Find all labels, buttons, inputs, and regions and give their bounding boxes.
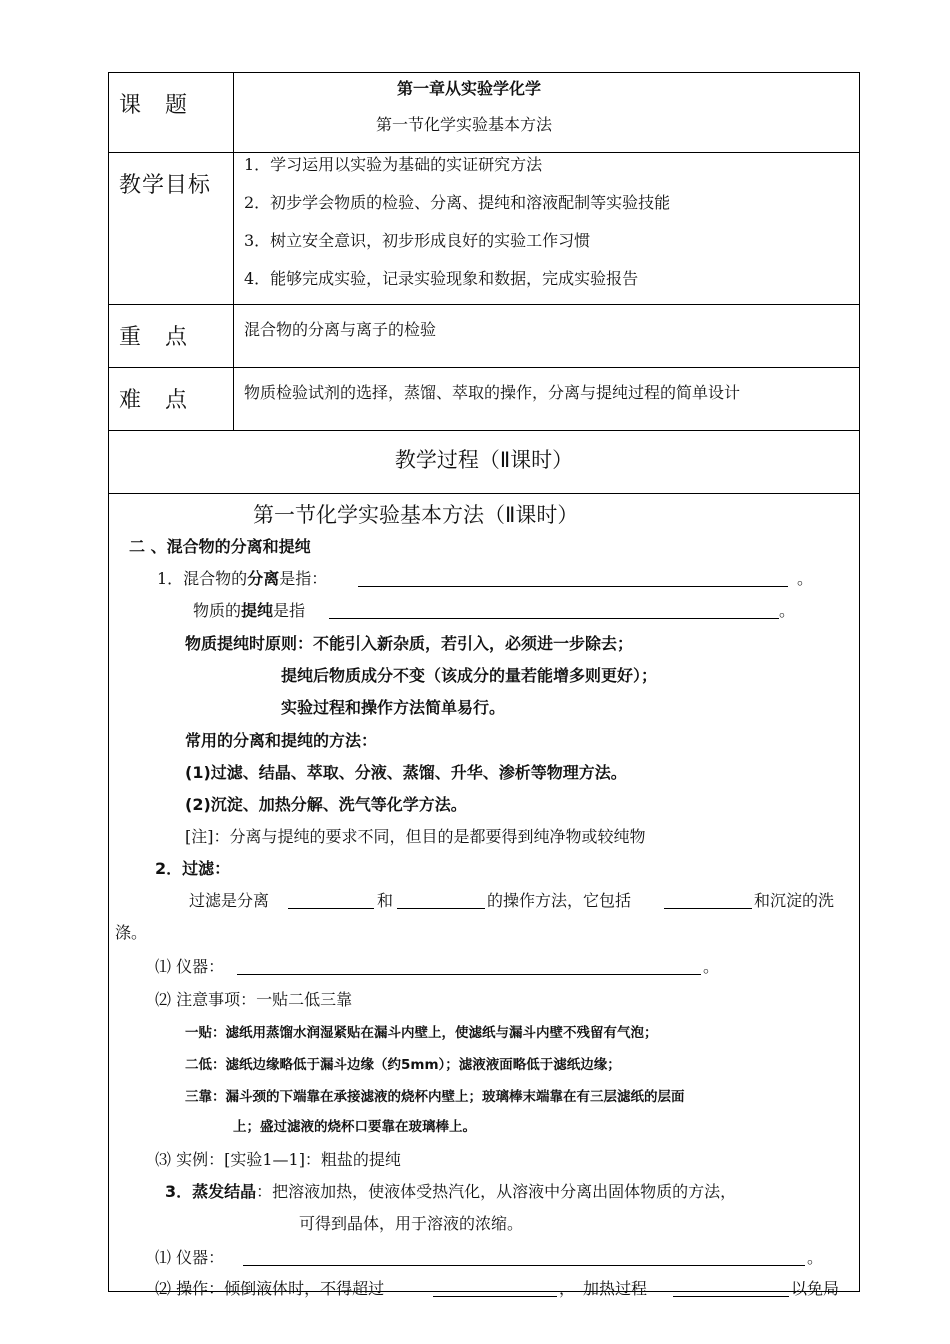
principle-line-3: 实验过程和操作方法简单易行。 xyxy=(281,698,506,717)
key-label-cell xyxy=(109,305,234,367)
filter-instrument-end: 。 xyxy=(703,957,720,976)
filter-blank-2 xyxy=(397,894,485,909)
part2-heading: 二 、混合物的分离和提纯 xyxy=(129,537,311,556)
def-pur-bold: 提纯 xyxy=(241,601,274,620)
lesson-plan-table xyxy=(108,72,860,1298)
evap-instrument-blank xyxy=(243,1251,805,1266)
methods-physical: (1)过滤、结晶、萃取、分液、蒸馏、升华、渗析等物理方法。 xyxy=(185,763,627,782)
methods-heading: 常用的分离和提纯的方法： xyxy=(185,731,378,750)
separation-definition xyxy=(157,569,327,589)
filter-text-a: 过滤是分离 xyxy=(189,891,270,910)
methods-chemical: (2)沉淀、加热分解、洗气等化学方法。 xyxy=(185,795,467,814)
objective-item: 1．学习运用以实验为基础的实证研究方法 xyxy=(244,155,543,174)
process-title: 教学过程（Ⅱ课时） xyxy=(394,448,574,472)
principle-line-2: 提纯后物质成分不变（该成分的量若能增多则更好）； xyxy=(281,666,658,685)
section-title: 第一节化学实验基本方法 xyxy=(376,115,553,134)
topic-label-cell xyxy=(109,73,234,152)
topic-content-cell xyxy=(234,73,859,152)
evap-bold: 蒸发结晶 xyxy=(192,1182,257,1201)
rule-yitie: 一贴：滤纸用蒸馏水润湿紧贴在漏斗内壁上，使滤纸与漏斗内壁不残留有气泡； xyxy=(185,1025,658,1041)
chapter-title: 第一章从实验学化学 xyxy=(397,79,542,98)
def-sep-bold: 分离 xyxy=(247,569,280,588)
evap-num: 3． xyxy=(165,1182,193,1201)
objectives-content-cell xyxy=(234,153,859,304)
def-pur-prefix: 物质的 xyxy=(193,601,242,620)
evap-instrument-end: 。 xyxy=(807,1248,824,1267)
evap-text: ：把溶液加热，使液体受热汽化，从溶液中分离出固体物质的方法， xyxy=(256,1182,737,1201)
attention-heading: ⑵ 注意事项：一贴二低三靠 xyxy=(155,990,353,1009)
evap-operation-blank-2 xyxy=(673,1282,789,1297)
rule-erdi: 二低：滤纸边缘略低于漏斗边缘（约5mm）；滤液液面略低于滤纸边缘； xyxy=(185,1057,621,1073)
difficulty-content-cell xyxy=(234,368,859,430)
difficulty-text: 物质检验试剂的选择，蒸馏、萃取的操作，分离与提纯过程的简单设计 xyxy=(244,383,741,402)
key-label: 重 点 xyxy=(119,325,189,350)
key-text: 混合物的分离与离子的检验 xyxy=(244,320,437,339)
evaporation-line xyxy=(165,1182,736,1202)
filter-text-b: 和 xyxy=(377,891,394,910)
filter-example: ⑶ 实例：[实验1—1]：粗盐的提纯 xyxy=(155,1150,401,1169)
purification-end: 。 xyxy=(779,601,796,620)
objectives-row xyxy=(109,153,859,305)
filter-text-d: 和沉淀的洗 xyxy=(754,891,835,910)
def-sep-suffix: 是指： xyxy=(279,569,328,588)
evap-operation-b: ， 加热过程 xyxy=(559,1279,648,1298)
separation-end: 。 xyxy=(797,569,814,588)
filter-blank-3 xyxy=(664,894,752,909)
filter-instrument-label: ⑴ 仪器： xyxy=(155,957,225,976)
def-sep-prefix: 1．混合物的 xyxy=(157,569,248,588)
evap-instrument-label: ⑴ 仪器： xyxy=(155,1248,225,1267)
def-pur-suffix: 是指 xyxy=(273,601,306,620)
objective-item: 4．能够完成实验，记录实验现象和数据，完成实验报告 xyxy=(244,269,639,288)
objectives-label-cell xyxy=(109,153,234,304)
filter-heading: 2．过滤： xyxy=(155,859,231,878)
purification-definition xyxy=(193,601,305,621)
difficulty-label-cell xyxy=(109,368,234,430)
objective-item: 3．树立安全意识，初步形成良好的实验工作习惯 xyxy=(244,231,591,250)
lesson-body xyxy=(109,494,859,1298)
evap-operation-c: 以免局 xyxy=(791,1279,840,1298)
filter-instrument-blank xyxy=(237,960,701,975)
rule-sankao-1: 三靠：漏斗颈的下端靠在承接滤液的烧杯内壁上；玻璃棒末端靠在有三层滤纸的层面 xyxy=(185,1089,685,1105)
lesson-title: 第一节化学实验基本方法（Ⅱ课时） xyxy=(253,503,579,527)
key-point-row xyxy=(109,305,859,368)
objective-item: 2．初步学会物质的检验、分离、提纯和溶液配制等实验技能 xyxy=(244,193,671,212)
evap-operation-blank-1 xyxy=(433,1282,557,1297)
filter-text-e: 涤。 xyxy=(115,923,148,942)
purification-blank xyxy=(329,604,779,619)
evap-operation-a: ⑵ 操作：倾倒液体时，不得超过 xyxy=(155,1279,385,1298)
principle-line-1: 物质提纯时原则：不能引入新杂质，若引入，必须进一步除去； xyxy=(185,634,634,653)
difficulty-label: 难 点 xyxy=(119,388,189,413)
rule-sankao-2: 上；盛过滤液的烧杯口要靠在玻璃棒上。 xyxy=(233,1119,476,1135)
key-content-cell xyxy=(234,305,859,367)
note-text: [注]：分离与提纯的要求不同，但目的是都要得到纯净物或较纯物 xyxy=(185,827,646,846)
filter-text-c: 的操作方法，它包括 xyxy=(487,891,632,910)
process-title-row xyxy=(109,431,859,494)
filter-blank-1 xyxy=(288,894,374,909)
difficulty-row xyxy=(109,368,859,431)
objectives-label: 教学目标 xyxy=(119,173,212,198)
evaporation-line-2: 可得到晶体，用于溶液的浓缩。 xyxy=(299,1214,524,1233)
topic-row xyxy=(109,73,859,153)
topic-label: 课 题 xyxy=(119,93,189,118)
separation-blank xyxy=(358,572,788,587)
